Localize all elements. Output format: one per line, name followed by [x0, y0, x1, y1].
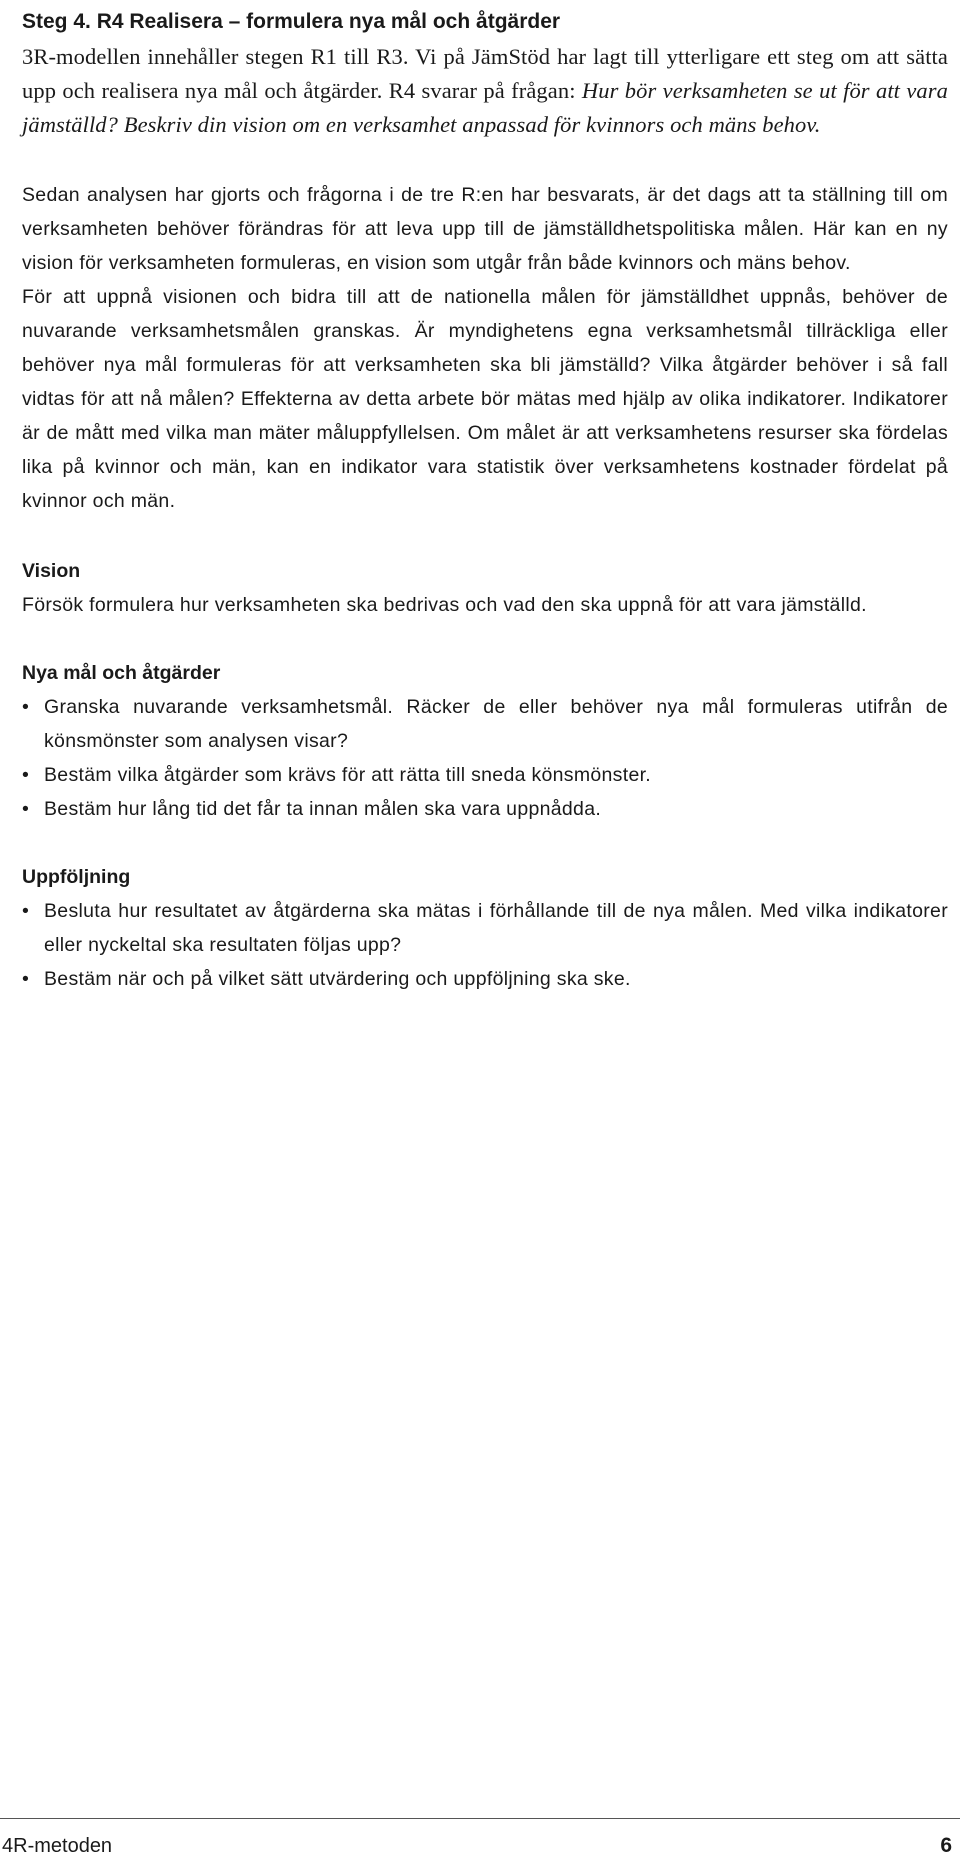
section-heading-vision: Vision — [22, 560, 81, 582]
vision-text: Försök formulera hur verksamheten ska bedrivas och vad den ska uppnå för att vara jämställd. — [22, 594, 867, 616]
section-heading-goals: Nya mål och åtgärder — [22, 662, 221, 684]
list-item — [22, 894, 948, 962]
list-item-text: Bestäm när och på vilket sätt utvärdering och uppföljning ska ske. — [44, 968, 631, 990]
intro-lead: 3R-modellen innehåller stegen R1 till R3. Vi på JämStöd har lagt till ytterligare ett steg om att sätta upp och realisera nya mål och åtgärder. R4 svarar på frågan: — [22, 44, 948, 103]
list-item-text: Bestäm hur lång tid det får ta innan målen ska vara uppnådda. — [44, 798, 602, 820]
list-item — [22, 792, 948, 826]
body-paragraph-analysis: Sedan analysen har gjorts och frågorna i de tre R:en har besvarats, är det dags att ta ställning till om verksamheten behöver förändras för att leva upp till de jämställdhetspolitiska målen. Här kan en ny vision för verksamheten formuleras, en vision som utgår från både kvinnors och mäns behov. — [22, 184, 948, 274]
intro-paragraph — [22, 40, 948, 142]
goals-list — [22, 690, 948, 826]
page-number: 6 — [940, 1834, 952, 1857]
bullet-icon: • — [22, 968, 30, 990]
section-heading-followup: Uppföljning — [22, 866, 131, 888]
intro-question: Hur bör verksamheten se ut för att vara jämställd? Beskriv din vision om en verksamhet anpassad för kvinnors och mäns behov. — [22, 78, 948, 137]
bullet-icon: • — [22, 764, 30, 786]
list-item-text: Bestäm vilka åtgärder som krävs för att rätta till sneda könsmönster. — [44, 764, 652, 786]
footer-document-name: 4R-metoden — [2, 1835, 113, 1857]
footer-divider — [0, 1818, 960, 1819]
list-item-text: Granska nuvarande verksamhetsmål. Räcker de eller behöver nya mål formuleras utifrån de könsmönster som analysen visar? — [44, 696, 948, 752]
bullet-icon: • — [22, 900, 30, 922]
page-title: Steg 4. R4 Realisera – formulera nya mål och åtgärder — [22, 10, 561, 33]
list-item — [22, 690, 948, 758]
bullet-icon: • — [22, 696, 30, 718]
followup-list — [22, 894, 948, 996]
list-item — [22, 758, 948, 792]
document-page — [22, 0, 948, 996]
list-item-text: Besluta hur resultatet av åtgärderna ska mätas i förhållande till de nya målen. Med vilka indikatorer eller nyckeltal ska resultaten följas upp? — [44, 900, 948, 956]
bullet-icon: • — [22, 798, 30, 820]
body-paragraph-goals: För att uppnå visionen och bidra till att de nationella målen för jämställdhet uppnås, behöver de nuvarande verksamhetsmålen granskas. Är myndighetens egna verksamhetsmål tillräckliga eller behöver nya mål formuleras för att verksamheten ska bli jämställd? Vilka åtgärder behöver i så fall vidtas för att nå målen? Effekterna av detta arbete bör mätas med hjälp av olika indikatorer. Indikatorer är de mått med vilka man mäter måluppfyllelsen. Om målet är att verksamhetens resurser ska fördelas lika på kvinnor och män, kan en indikator vara statistik över verksamhetens kostnader fördelat på kvinnor och män. — [22, 286, 948, 512]
list-item — [22, 962, 948, 996]
